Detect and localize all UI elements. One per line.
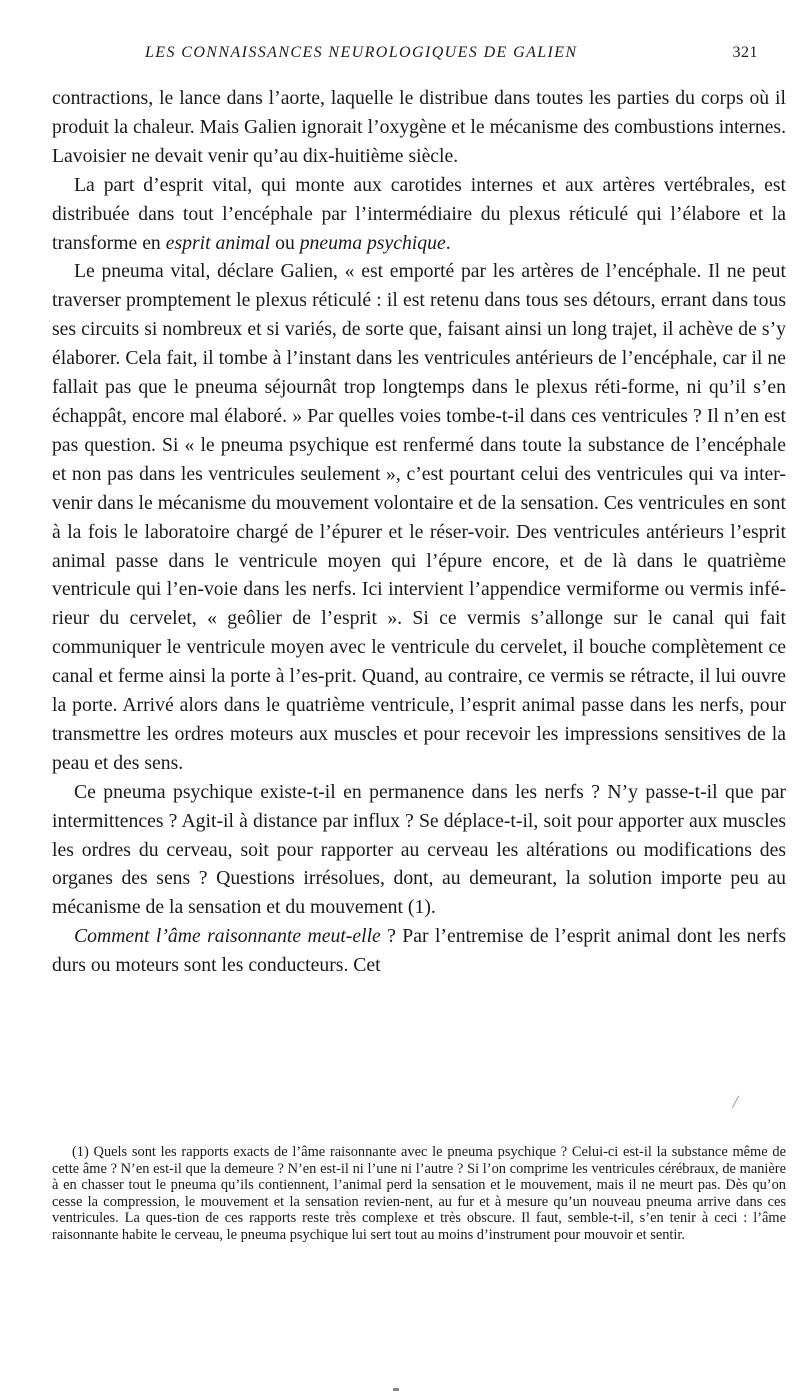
footnote-1: (1) Quels sont les rapports exacts de l’âme raisonnante avec le pneuma psychique ? Celui-ci est-il la substance même de cette âme ? N’en est-il que la demeure ? N’en est-il ni l’une ni l’autre ? Si l’on comprime les ventricules cérébraux, de manière à en chasser tout le pneuma qu’ils contiennent, l’animal perd la sensation et le mouvement, mais il ne meurt pas. Dès qu’on cesse la compression, le mouvement et la sensation revien-nent, au fur et à mesure qu’un nouveau pneuma arrive dans ces ventricules. La ques-tion de ces rapports reste très complexe et très obscure. Il faut, semble-t-il, s’en tenir à ceci : l’âme raisonnante habite le cerveau, le pneuma psychique lui sert tout au moins d’instrument pour mouvoir et sentir. bbox=[52, 1144, 786, 1243]
paragraph-4: Ce pneuma psychique existe-t-il en permanence dans les nerfs ? N’y passe-t-il que par intermittences ? Agit-il à distance par influx ? Se déplace-t-il, soit pour apporter aux muscles les ordres du cerveau, soit pour rapporter au cerveau les altérations ou modifications des organes des sens ? Questions irrésolues, dont, au demeurant, la solution importe peu au mécanisme de la sensation et du mouvement (1). bbox=[52, 780, 786, 919]
paragraph-5 bbox=[52, 922, 786, 980]
paragraph-5-text: ? Par l’entremise de l’esprit animal dont les nerfs durs ou moteurs sont les conducteurs. Cet bbox=[52, 925, 787, 977]
footnote bbox=[52, 1144, 786, 1244]
paragraph-2-text-c: . bbox=[445, 231, 451, 254]
bottom-mark bbox=[393, 1388, 399, 1391]
paragraph-2-text-b: ou bbox=[270, 231, 300, 254]
paragraph-2-text-a: La part d’esprit vital, qui monte aux carotides internes et aux artères vertébrales, est distribuée dans tout l’encéphale par l’intermédiaire du plexus réticulé qui l’élabore et la transforme en bbox=[52, 173, 786, 254]
running-title: LES CONNAISSANCES NEUROLOGIQUES DE GALIEN bbox=[145, 44, 578, 61]
paragraph-2 bbox=[52, 171, 786, 258]
page-number: 321 bbox=[732, 44, 758, 61]
paragraph-5-question: Comment l’âme raisonnante meut-elle bbox=[74, 925, 381, 948]
paragraph-1: contractions, le lance dans l’aorte, laquelle le distribue dans toutes les parties du corps où il produit la chaleur. Mais Galien ignorait l’oxygène et le mécanisme des combustions internes. Lavoisier ne devait venir qu’au dix-huitième siècle. bbox=[52, 87, 786, 167]
term-esprit-animal: esprit animal bbox=[165, 231, 271, 254]
body-text bbox=[52, 84, 786, 980]
stray-mark bbox=[732, 1096, 739, 1109]
term-pneuma-psychique: pneuma psychique bbox=[299, 231, 446, 254]
running-header bbox=[135, 44, 758, 62]
paragraph-3: Le pneuma vital, déclare Galien, « est emporté par les artères de l’encéphale. Il ne peut traverser promptement le plexus réticulé : il est retenu dans tous ses détours, errant dans tous ses circuits si nombreux et si variés, de sorte que, faisant ainsi un long trajet, il achève de s’y élaborer. Cela fait, il tombe à l’instant dans les ventricules antérieurs de l’encéphale, car il ne fallait pas que le pneuma séjournât trop longtemps dans le plexus réti-forme, ni qu’il s’en échappât, encore mal élaboré. » Par quelles voies tombe-t-il dans ces ventricules ? Il n’en est pas question. Si « le pneuma psychique est renfermé dans toute la substance de l’encéphale et non pas dans les ventricules seulement », c’est pourtant celui des ventricules qui va inter-venir dans le mécanisme du mouvement volontaire et de la sensation. Ces ventricules en sont à la fois le laboratoire chargé de l’épurer et le réser-voir. Des ventricules antérieurs l’esprit animal passe dans le ventricule moyen qui l’épure encore, et de là dans le quatrième ventricule qui l’en-voie dans les nerfs. Ici intervient l’appendice vermiforme ou vermis infé-rieur du cervelet, « geôlier de l’esprit ». Si ce vermis s’allonge sur le canal qui fait communiquer le ventricule moyen avec le ventricule du cervelet, il bouche complètement ce canal et ferme ainsi la porte à l’es-prit. Quand, au contraire, ce vermis se rétracte, il lui ouvre la porte. Arrivé alors dans le quatrième ventricule, l’esprit animal passe dans les nerfs, pour transmettre les ordres moteurs aux muscles et pour recevoir les impressions sensitives de la peau et des sens. bbox=[52, 260, 786, 774]
